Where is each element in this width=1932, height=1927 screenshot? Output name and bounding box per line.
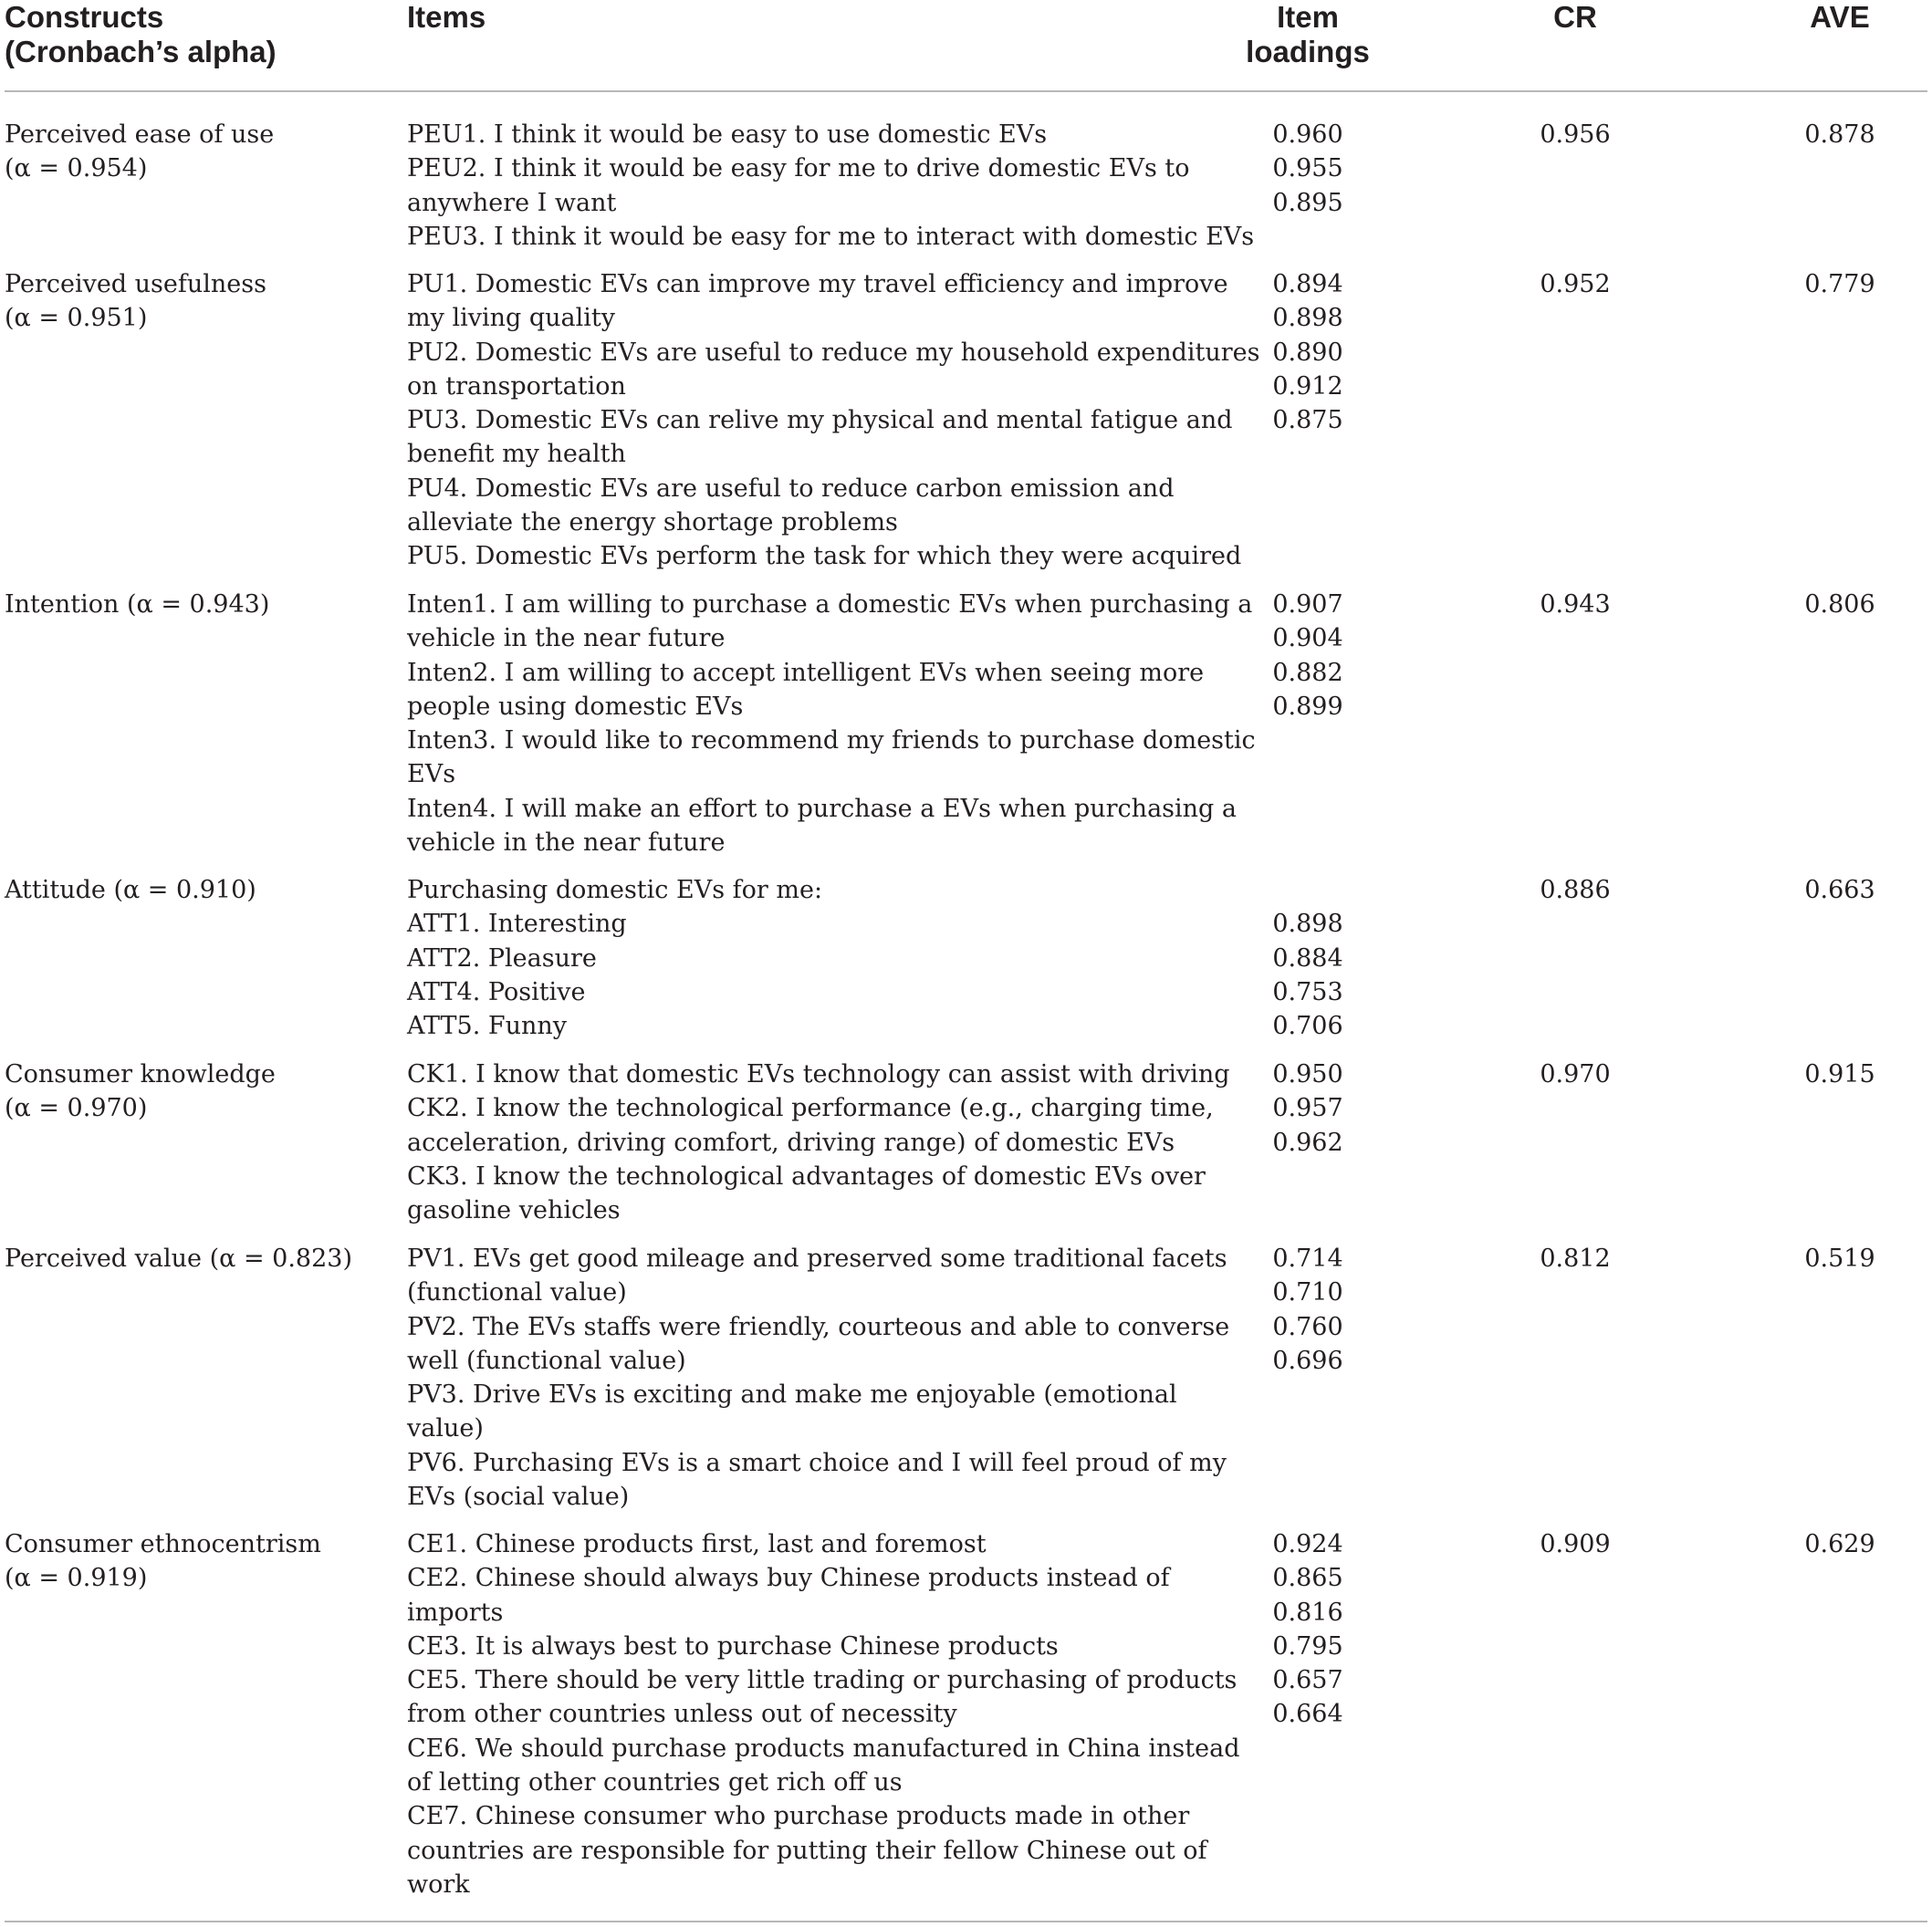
cell-ave: [1749, 1242, 1931, 1276]
cell-items: [407, 1057, 1230, 1227]
cr-value: 0.952: [1540, 270, 1611, 298]
construct-line: (α = 0.954): [5, 154, 148, 183]
cell-construct: [5, 1057, 276, 1126]
cell-items: [407, 267, 1260, 574]
loadings-line: 0.760: [1272, 1312, 1343, 1341]
loadings-line: 0.962: [1272, 1128, 1343, 1157]
items-line: work: [407, 1870, 470, 1899]
loadings-line: 0.912: [1272, 371, 1343, 401]
loadings-line: 0.907: [1272, 590, 1343, 619]
ave-value: 0.878: [1804, 120, 1875, 149]
items-line: PU2. Domestic EVs are useful to reduce my household expenditures: [407, 338, 1260, 367]
loadings-line: 0.894: [1272, 270, 1343, 298]
items-line: people using domestic EVs: [407, 692, 744, 721]
cell-cr: [1484, 1527, 1666, 1561]
loadings-line: [1217, 873, 1399, 907]
cr-value: 0.909: [1540, 1530, 1611, 1558]
items-line: vehicle in the near future: [407, 624, 726, 653]
cell-loadings: [1217, 1242, 1399, 1378]
loadings-line: 0.960: [1272, 120, 1343, 149]
loadings-line: 0.753: [1272, 977, 1343, 1006]
items-line: ATT2. Pleasure: [407, 943, 597, 973]
items-line: (functional value): [407, 1278, 627, 1307]
loadings-line: 0.875: [1272, 406, 1343, 435]
cell-items: [407, 588, 1256, 859]
header-constructs-line: Constructs: [5, 0, 164, 34]
items-line: of letting other countries get rich off us: [407, 1768, 903, 1797]
items-line: CK1. I know that domestic EVs technology can assist with driving: [407, 1060, 1230, 1088]
items-line: PEU2. I think it would be easy for me to drive domestic EVs to: [407, 154, 1190, 183]
items-line: PU1. Domestic EVs can improve my travel efficiency and improve: [407, 270, 1228, 298]
items-line: CE6. We should purchase products manufactured in China instead: [407, 1734, 1240, 1763]
header-cr: CR: [1553, 0, 1597, 34]
ave-value: 0.806: [1804, 590, 1875, 619]
items-line: value): [407, 1414, 484, 1443]
construct-line: Attitude (α = 0.910): [5, 876, 256, 904]
loadings-line: 0.816: [1272, 1598, 1343, 1627]
items-line: PV1. EVs get good mileage and preserved some traditional facets: [407, 1245, 1227, 1273]
ave-value: 0.779: [1804, 270, 1875, 298]
items-line: Inten1. I am willing to purchase a domestic EVs when purchasing a: [407, 590, 1253, 619]
items-line: CE3. It is always best to purchase Chinese products: [407, 1631, 1059, 1661]
loadings-line: 0.696: [1272, 1346, 1343, 1375]
loadings-line: 0.706: [1272, 1012, 1343, 1041]
cell-cr: [1484, 118, 1666, 151]
cell-loadings: [1217, 1527, 1399, 1732]
ave-value: 0.629: [1804, 1530, 1875, 1558]
items-line: CE2. Chinese should always buy Chinese products instead of: [407, 1564, 1170, 1593]
cell-loadings: [1217, 1057, 1399, 1160]
items-line: PU4. Domestic EVs are useful to reduce carbon emission and: [407, 474, 1175, 503]
items-line: vehicle in the near future: [407, 828, 726, 858]
cell-ave: [1749, 267, 1931, 301]
construct-line: Perceived usefulness: [5, 270, 266, 298]
loadings-line: 0.865: [1272, 1564, 1343, 1593]
cell-construct: [5, 1242, 352, 1276]
items-line: CK3. I know the technological advantages of domestic EVs over: [407, 1161, 1206, 1191]
items-line: CE1. Chinese products first, last and foremost: [407, 1530, 987, 1558]
header-items: Items: [407, 0, 486, 34]
cell-loadings: [1217, 267, 1399, 437]
items-line: CE5. There should be very little trading or purchasing of products: [407, 1666, 1238, 1695]
loadings-line: 0.957: [1272, 1094, 1343, 1123]
cell-cr: [1484, 267, 1666, 301]
cr-value: 0.956: [1540, 120, 1611, 149]
header-constructs: [5, 0, 277, 69]
loadings-line: 0.955: [1272, 154, 1343, 183]
loadings-line: 0.898: [1272, 910, 1343, 939]
items-line: ATT1. Interesting: [407, 910, 627, 939]
items-line: PV6. Purchasing EVs is a smart choice and I will feel proud of my: [407, 1448, 1227, 1477]
cell-ave: [1749, 1057, 1931, 1091]
items-line: PEU1. I think it would be easy to use domestic EVs: [407, 120, 1048, 149]
items-line: acceleration, driving comfort, driving range) of domestic EVs: [407, 1128, 1175, 1157]
cell-loadings: [1217, 873, 1399, 1043]
cell-ave: [1749, 588, 1931, 621]
header-rule: [5, 90, 1927, 92]
items-line: ATT4. Positive: [407, 977, 586, 1006]
items-line: CE7. Chinese consumer who purchase products made in other: [407, 1802, 1190, 1831]
items-line: EVs (social value): [407, 1483, 630, 1512]
ave-value: 0.663: [1804, 876, 1875, 904]
cell-ave: [1749, 1527, 1931, 1561]
ave-value: 0.519: [1804, 1245, 1875, 1273]
cell-loadings: [1217, 588, 1399, 724]
cell-construct: [5, 588, 269, 621]
header-loadings-line: Item: [1277, 0, 1339, 34]
items-line: countries are responsible for putting their fellow Chinese out of: [407, 1836, 1207, 1865]
items-line: CK2. I know the technological performance (e.g., charging time,: [407, 1094, 1214, 1123]
items-line: Inten3. I would like to recommend my friends to purchase domestic: [407, 726, 1256, 755]
ave-value: 0.915: [1804, 1060, 1875, 1088]
items-line: PV2. The EVs staffs were friendly, courteous and able to converse: [407, 1312, 1230, 1341]
loadings-line: 0.895: [1272, 188, 1343, 217]
items-line: PEU3. I think it would be easy for me to interact with domestic EVs: [407, 222, 1255, 251]
loadings-line: 0.898: [1272, 304, 1343, 333]
cell-items: [407, 1242, 1229, 1514]
cell-construct: [5, 873, 256, 907]
items-line: benefit my health: [407, 440, 626, 469]
cell-cr: [1484, 1242, 1666, 1276]
items-line: from other countries unless out of necessity: [407, 1700, 957, 1729]
construct-line: Perceived ease of use: [5, 120, 275, 149]
bottom-rule: [5, 1921, 1927, 1922]
items-line: PV3. Drive EVs is exciting and make me enjoyable (emotional: [407, 1380, 1177, 1410]
cell-items: [407, 118, 1254, 254]
loadings-line: 0.890: [1272, 338, 1343, 367]
cr-value: 0.943: [1540, 590, 1611, 619]
items-line: alleviate the energy shortage problems: [407, 508, 898, 537]
loadings-line: 0.657: [1272, 1666, 1343, 1695]
loadings-line: 0.882: [1272, 658, 1343, 687]
cell-ave: [1749, 873, 1931, 907]
construct-line: Consumer knowledge: [5, 1060, 276, 1088]
cell-loadings: [1217, 118, 1399, 220]
cr-value: 0.970: [1540, 1060, 1611, 1088]
loadings-line: 0.664: [1272, 1700, 1343, 1729]
loadings-line: 0.950: [1272, 1060, 1343, 1088]
items-line: well (functional value): [407, 1346, 686, 1375]
cr-value: 0.812: [1540, 1245, 1611, 1273]
loadings-line: 0.924: [1272, 1530, 1343, 1558]
items-line: gasoline vehicles: [407, 1196, 621, 1225]
construct-line: (α = 0.919): [5, 1564, 148, 1593]
cell-construct: [5, 118, 274, 186]
loadings-line: 0.795: [1272, 1631, 1343, 1661]
items-line: Inten4. I will make an effort to purchase a EVs when purchasing a: [407, 794, 1238, 823]
header-loadings-line: loadings: [1246, 35, 1370, 68]
construct-line: Perceived value (α = 0.823): [5, 1245, 352, 1273]
items-line: imports: [407, 1598, 504, 1627]
items-line: ATT5. Funny: [407, 1012, 568, 1041]
items-line: Purchasing domestic EVs for me:: [407, 876, 823, 904]
cell-construct: [5, 267, 266, 336]
cell-items: [407, 1527, 1239, 1901]
header-constructs-line: (Cronbach’s alpha): [5, 35, 277, 68]
items-line: Inten2. I am willing to accept intelligent EVs when seeing more: [407, 658, 1205, 687]
loadings-line: 0.899: [1272, 692, 1343, 721]
construct-line: Consumer ethnocentrism: [5, 1530, 321, 1558]
cell-cr: [1484, 1057, 1666, 1091]
header-ave: AVE: [1810, 0, 1870, 34]
items-line: on transportation: [407, 371, 626, 401]
construct-line: Intention (α = 0.943): [5, 590, 270, 619]
loadings-line: 0.714: [1272, 1245, 1343, 1273]
construct-line: (α = 0.951): [5, 304, 148, 333]
cell-cr: [1484, 588, 1666, 621]
header-item-loadings: [1217, 0, 1399, 69]
items-line: PU5. Domestic EVs perform the task for which they were acquired: [407, 542, 1242, 571]
cr-value: 0.886: [1540, 876, 1611, 904]
construct-line: (α = 0.970): [5, 1094, 148, 1123]
items-line: my living quality: [407, 304, 615, 333]
cell-items: [407, 873, 822, 1043]
cell-cr: [1484, 873, 1666, 907]
items-line: EVs: [407, 760, 456, 789]
items-line: PU3. Domestic EVs can relive my physical and mental fatigue and: [407, 406, 1233, 435]
loadings-line: 0.884: [1272, 943, 1343, 973]
loadings-line: 0.710: [1272, 1278, 1343, 1307]
loadings-line: 0.904: [1272, 624, 1343, 653]
cell-ave: [1749, 118, 1931, 151]
items-line: anywhere I want: [407, 188, 617, 217]
cell-construct: [5, 1527, 321, 1596]
